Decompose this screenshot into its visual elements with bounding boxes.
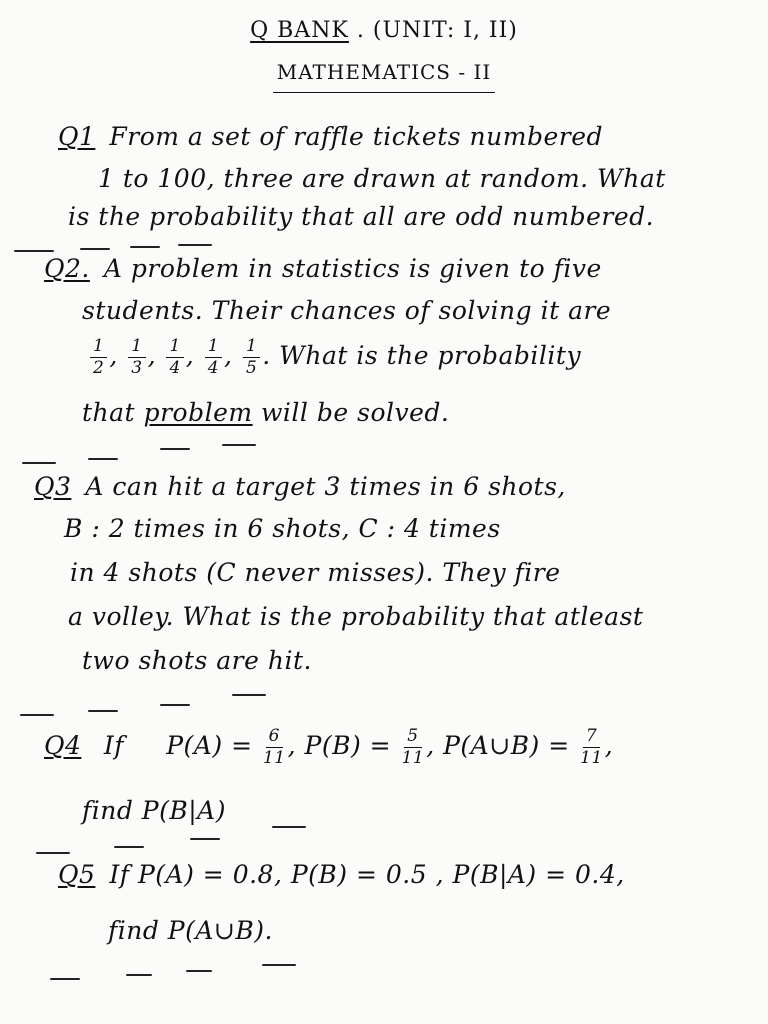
subject-title (0, 60, 768, 93)
divider-dash (36, 852, 70, 854)
q3-line-2: B : 2 times in 6 shots, C : 4 times (64, 514, 501, 543)
divider-dash (262, 964, 296, 966)
unit-label: (UNIT: I, II) (372, 18, 518, 43)
q3-line-1: A can hit a target 3 times in 6 shots, (85, 472, 566, 501)
divider-dash (222, 444, 256, 446)
divider-dash (88, 458, 118, 460)
divider-dash (186, 970, 212, 972)
q5-line-1: If P(A) = 0.8, P(B) = 0.5 , P(B|A) = 0.4, (109, 860, 625, 889)
q2-line-4: that problem will be solved. (82, 398, 450, 427)
q2-after-fractions: . What is the probability (262, 341, 582, 370)
q3-line-5: two shots are hit. (82, 646, 312, 675)
divider-dash (20, 714, 54, 716)
q4-paub: , P(A∪B) = (426, 731, 570, 760)
divider-dash (22, 462, 56, 464)
divider-dash (80, 248, 110, 250)
divider-dash (88, 710, 118, 712)
fraction: $\frac{6}{11}$ (262, 726, 286, 768)
divider-dash (130, 246, 160, 248)
q4-if: If (103, 731, 124, 760)
fraction: $\frac{7}{11}$ (580, 726, 603, 768)
q4-pa: P(A) = (166, 731, 253, 760)
q1-line-1: From a set of raffle tickets numbered (109, 122, 603, 151)
fraction: $\frac{1}{4}$ (166, 338, 183, 377)
question-2-number: Q2. (44, 254, 90, 283)
q-bank-label: Q BANK (250, 18, 349, 43)
fraction: $\frac{5}{11}$ (401, 726, 425, 768)
handwritten-page: Q BANK . (UNIT: I, II) MATHEMATICS - II Q1 From a set of raffle tickets numbered 1 to 100, three are drawn at random. What is the probability that all are odd numbered. Q2. A problem in statistics is given to five students. Their chances of solving it are $\frac{1}{2}$ , $\frac{1}{3}$ , $\frac{1}{4}$ , $\frac{1}{4}$ , $\frac{1}{5}$ . What is the probability that problem will be solved. Q3 A can hit a target 3 times in 6 shots, B : 2 times in 6 shots, C : 4 times in 4 shots (C never misses). They fire a volley. What is the probability that atleast two shots are hit. Q4 If P(A) = $\frac{6}{11}$ , P(B) = $\frac{5}{11}$ , P(A∪B) = $\frac{7}{11}$ , find P(B|A) Q5 If P(A) = 0.8, P(B) = 0.5 , P(B|A) = 0.4, find P(A∪B). (0, 0, 768, 1024)
divider-dash (190, 838, 220, 840)
divider-dash (160, 448, 190, 450)
divider-dash (272, 826, 306, 828)
q2-line-3: $\frac{1}{2}$ , $\frac{1}{3}$ , $\frac{1}{4}$ , $\frac{1}{4}$ , $\frac{1}{5}$ . What is the probability (88, 338, 581, 377)
q1-line-2: 1 to 100, three are drawn at random. What (98, 164, 666, 193)
header-dot: . (356, 18, 365, 43)
subject-label: MATHEMATICS - II (273, 60, 496, 93)
question-1-number: Q1 (58, 122, 96, 151)
divider-dash (178, 244, 212, 246)
q2-line-2: students. Their chances of solving it are (82, 296, 612, 325)
q2-line-1: A problem in statistics is given to five (103, 254, 602, 283)
question-3-number: Q3 (34, 472, 72, 501)
divider-dash (14, 250, 54, 252)
q1-line-3: is the probability that all are odd numbered. (68, 202, 655, 231)
fraction: $\frac{1}{2}$ (90, 338, 107, 377)
divider-dash (50, 978, 80, 980)
q3-line-4: a volley. What is the probability that atleast (68, 602, 644, 631)
fraction: $\frac{1}{5}$ (243, 338, 260, 377)
question-4-number: Q4 (44, 731, 82, 760)
q3-line-3: in 4 shots (C never misses). They fire (70, 558, 561, 587)
q5-find: find P(A∪B). (108, 916, 273, 945)
question-5-number: Q5 (58, 860, 96, 889)
q4-pb: , P(B) = (287, 731, 392, 760)
divider-dash (126, 974, 152, 976)
divider-dash (114, 846, 144, 848)
divider-dash (232, 694, 266, 696)
divider-dash (160, 704, 190, 706)
q4-find: find P(B|A) (82, 796, 226, 825)
fraction: $\frac{1}{3}$ (128, 338, 145, 377)
fraction: $\frac{1}{4}$ (205, 338, 222, 377)
header-title (0, 18, 768, 43)
